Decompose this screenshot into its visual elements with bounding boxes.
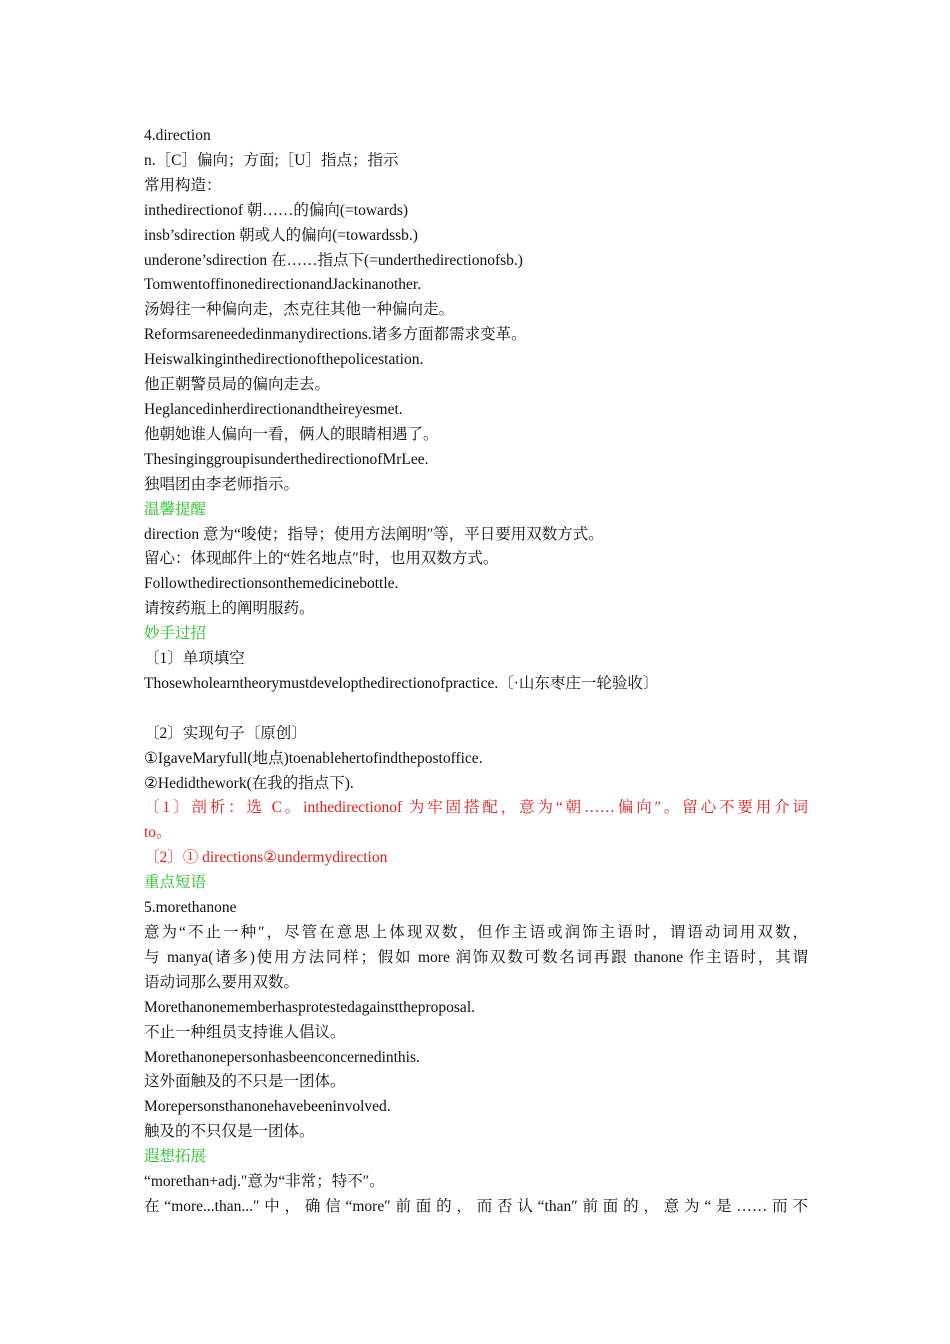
exercise-question: ①IgaveMaryfull(地点)toenablehertofindthepostoffice.	[144, 749, 483, 767]
heading-reminder: 温馨提醒	[144, 500, 207, 518]
heading-practice: 妙手过招	[144, 625, 207, 643]
example-translation: 独唱团由李老师指示。	[144, 475, 300, 493]
heading-extension: 遐想拓展	[144, 1148, 207, 1166]
structure-line: underone’sdirection 在……指点下(=underthedirectionofsb.)	[144, 251, 523, 269]
example-sentence: Reformsareneededinmanydirections.诸多方面都需求变革。	[144, 326, 527, 344]
example-sentence: TomwentoffinonedirectionandJackinanother.	[144, 276, 422, 294]
example-sentence: Heiswalkinginthedirectionofthepolicestation.	[144, 351, 424, 369]
structure-line: inthedirectionof 朝……的偏向(=towards)	[144, 201, 409, 219]
reminder-text: direction 意为“唆使；指导；使用方法阐明″等，平日要用双数方式。	[144, 525, 604, 543]
example-translation: 他正朝警员局的偏向走去。	[144, 376, 331, 394]
exercise-label: 〔1〕单项填空	[144, 650, 245, 668]
subheading-structures: 常用构造：	[144, 176, 222, 194]
example-sentence: ThesinginggroupisunderthedirectionofMrLee.	[144, 450, 429, 468]
example-sentence: Morethanonepersonhasbeenconcernedinthis.	[144, 1048, 420, 1066]
heading-key-phrases: 重点短语	[144, 874, 207, 892]
answer-analysis: 〔1〕剖析：选 C。inthedirectionof 为牢固搭配，意为“朝……偏向″。留心不要用介词	[144, 799, 808, 817]
section-title-direction: 4.direction	[144, 127, 211, 144]
example-sentence: Morepersonsthanonehavebeeninvolved.	[144, 1098, 391, 1116]
section-title-morethanone: 5.morethanone	[144, 899, 237, 917]
example-sentence: Morethanonememberhasprotestedagainsttheproposal.	[144, 998, 475, 1016]
example-translation: 他朝她谁人偏向一看，俩人的眼睛相遇了。	[144, 425, 439, 443]
example-translation: 这外面触及的不只是一团体。	[144, 1073, 346, 1091]
extension-text: 在“more...than...″中，确信“more″前面的，而否认“than″前面的，意为“是……而不	[144, 1197, 808, 1215]
blank-line	[144, 697, 808, 722]
example-sentence: Followthedirectionsonthemedicinebottle.	[144, 575, 399, 593]
answer-analysis-cont: to。	[144, 824, 172, 842]
example-translation: 请按药瓶上的阐明服药。	[144, 600, 315, 618]
exercise-label: 〔2〕实现句子〔原创〕	[144, 724, 307, 742]
explanation-text: 与 manya(诸多)使用方法同样；假如 more 润饰双数可数名词再跟 thanone 作主语时，其谓	[144, 948, 808, 966]
reminder-text: 留心：体现邮件上的“姓名地点″时，也用双数方式。	[144, 550, 499, 568]
example-sentence: Heglancedinherdirectionandtheireyesmet.	[144, 400, 403, 418]
example-translation: 不止一种组员支持谁人倡议。	[144, 1023, 346, 1041]
structure-line: insb’sdirection 朝或人的偏向(=towardssb.)	[144, 226, 418, 244]
explanation-text: 语动词那么要用双数。	[144, 973, 300, 991]
example-translation: 汤姆往一种偏向走，杰克往其他一种偏向走。	[144, 301, 455, 319]
exercise-question: Thosewholearntheorymustdevelopthedirectionofpractice.〔·山东枣庄一轮验收〕	[144, 674, 659, 692]
answer-key: 〔2〕① directions②undermydirection	[144, 849, 388, 867]
extension-text: “morethan+adj.″意为“非常；特不″。	[144, 1173, 385, 1191]
example-translation: 触及的不只仅是一团体。	[144, 1123, 315, 1141]
definition-line: n.［C］偏向；方面;［U］指点；指示	[144, 151, 399, 169]
exercise-question: ②Hedidthework(在我的指点下).	[144, 774, 354, 792]
document-body	[144, 124, 808, 1220]
explanation-text: 意为“不止一种″，尽管在意思上体现双数，但作主语或润饰主语时，谓语动词用双数，	[144, 923, 808, 941]
